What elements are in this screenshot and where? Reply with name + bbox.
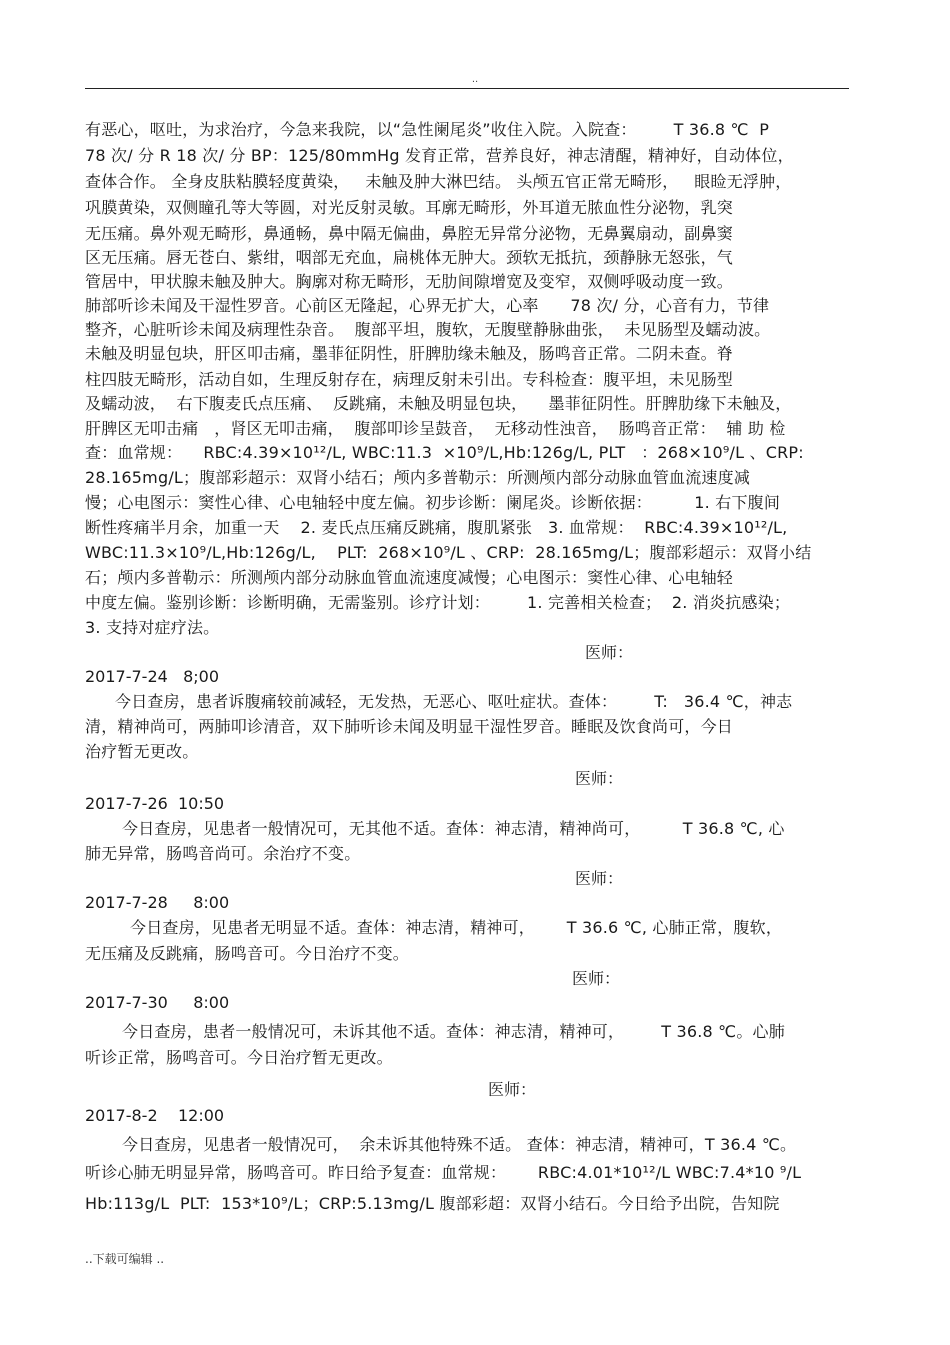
text-line: 听诊心肺无明显异常，肠鸣音可。昨日给予复查：血常规： RBC:4.01*10¹²/L WBC:7.4*10 ⁹/L [85,1163,802,1182]
text-line: 及蠕动波， 右下腹麦氏点压痛、 反跳痛，未触及明显包块， 墨菲征阴性。肝脾肋缘下未触及， [85,394,792,413]
page-footer: ..下载可编辑 .. [85,1252,165,1266]
header-rule [85,88,849,89]
text-line: 78 次/ 分 R 18 次/ 分 BP：125/80mmHg 发育正常，营养良好，神志清醒，精神好，自动体位， [85,146,794,165]
record-date: 2017-7-30 8:00 [85,993,230,1012]
text-line: Hb:113g/L PLT: 153*10⁹/L；CRP:5.13mg/L 腹部彩超：双肾小结石。今日给予出院，告知院 [85,1194,780,1213]
text-line: 慢；心电图示：窦性心律、心电轴轻中度左偏。初步诊断：阑尾炎。诊断依据： 1. 右下腹间 [85,493,781,512]
record-date: 2017-7-24 8;00 [85,667,219,686]
text-line: 今日查房，患者一般情况可，未诉其他不适。查体：神志清，精神可， T 36.8 ℃。心肺 [122,1022,785,1041]
text-line: 今日查房，见患者一般情况可， 余未诉其他特殊不适。 查体：神志清，精神可，T 36.4 ℃。 [122,1135,797,1154]
text-line: 有恶心，呕吐，为求治疗，今急来我院，以“急性阑尾炎”收住入院。入院查： T 36.8 ℃ P [85,120,770,139]
text-line: 整齐，心脏听诊未闻及病理性杂音。 腹部平坦，腹软，无腹壁静脉曲张， 未见肠型及蠕动波。 [85,320,771,339]
text-line: 管居中，甲状腺未触及肿大。胸廓对称无畸形，无肋间隙增宽及变窄，双侧呼吸动度一致。 [85,272,734,291]
text-line: 28.165mg/L；腹部彩超示：双肾小结石；颅内多普勒示：所测颅内部分动脉血管血流速度减 [85,468,751,487]
doctor-signature: 医师： [585,643,634,662]
text-line: 无压痛及反跳痛，肠鸣音可。今日治疗不变。 [85,944,410,963]
text-line: 区无压痛。唇无苍白、紫绀，咽部无充血，扁桃体无肿大。颈软无抵抗，颈静脉无怒张，气 [85,248,734,267]
text-line: 断性疼痛半月余，加重一天 2. 麦氏点压痛反跳痛，腹肌紧张 3. 血常规： RBC:4.39×10¹²/L, [85,518,788,537]
header-mark: .. [471,74,479,85]
doctor-signature: 医师： [572,969,621,988]
text-line: 今日查房，见患者一般情况可，无其他不适。查体：神志清，精神尚可， T 36.8 ℃, 心 [122,819,785,838]
text-line: WBC:11.3×10⁹/L,Hb:126g/L, PLT: 268×10⁹/L 、CRP: 28.165mg/L；腹部彩超示：双肾小结 [85,543,812,562]
record-date: 2017-8-2 12:00 [85,1106,225,1125]
text-line: 肝脾区无叩击痛 ，肾区无叩击痛， 腹部叩诊呈鼓音， 无移动性浊音， 肠鸣音正常： 辅 助 检 [85,419,786,438]
text-line: 巩膜黄染，双侧瞳孔等大等圆，对光反射灵敏。耳廓无畸形，外耳道无脓血性分泌物，乳突 [85,198,734,217]
doctor-signature: 医师： [488,1080,537,1099]
text-line: 无压痛。鼻外观无畸形，鼻通畅，鼻中隔无偏曲，鼻腔无异常分泌物，无鼻翼扇动，副鼻窦 [85,224,734,243]
text-line: 治疗暂无更改。 [85,742,199,761]
text-line: 查：血常规： RBC:4.39×10¹²/L, WBC:11.3 ×10⁹/L,Hb:126g/L, PLT ：268×10⁹/L 、CRP: [85,443,804,462]
text-line: 中度左偏。鉴别诊断：诊断明确，无需鉴别。诊疗计划： 1. 完善相关检查； 2. 消炎抗感染； [85,593,791,612]
text-line: 今日查房，见患者无明显不适。查体：神志清，精神可， T 36.6 ℃, 心肺正常，腹软， [130,918,783,937]
record-date: 2017-7-26 10:50 [85,794,225,813]
doctor-signature: 医师： [575,769,624,788]
text-line: 3. 支持对症疗法。 [85,618,220,637]
record-date: 2017-7-28 8:00 [85,893,230,912]
text-line: 听诊正常，肠鸣音可。今日治疗暂无更改。 [85,1048,393,1067]
text-line: 肺无异常，肠鸣音尚可。余治疗不变。 [85,844,361,863]
doctor-signature: 医师： [575,869,624,888]
text-line: 查体合作。 全身皮肤粘膜轻度黄染， 未触及肿大淋巴结。 头颅五官正常无畸形， 眼睑无浮肿， [85,172,792,191]
text-line: 清，精神尚可，两肺叩诊清音，双下肺听诊未闻及明显干湿性罗音。睡眠及饮食尚可，今日 [85,717,734,736]
text-line: 柱四肢无畸形，活动自如，生理反射存在，病理反射未引出。专科检查：腹平坦，未见肠型 [85,370,734,389]
text-line: 今日查房，患者诉腹痛较前减轻，无发热，无恶心、呕吐症状。查体： T: 36.4 ℃，神志 [115,692,793,711]
text-line: 未触及明显包块，肝区叩击痛，墨菲征阴性，肝脾肋缘未触及，肠鸣音正常。二阴未查。脊 [85,344,734,363]
text-line: 肺部听诊未闻及干湿性罗音。心前区无隆起，心界无扩大，心率 78 次/ 分，心音有力，节律 [85,296,770,315]
text-line: 石；颅内多普勒示：所测颅内部分动脉血管血流速度减慢；心电图示：窦性心律、心电轴轻 [85,568,734,587]
